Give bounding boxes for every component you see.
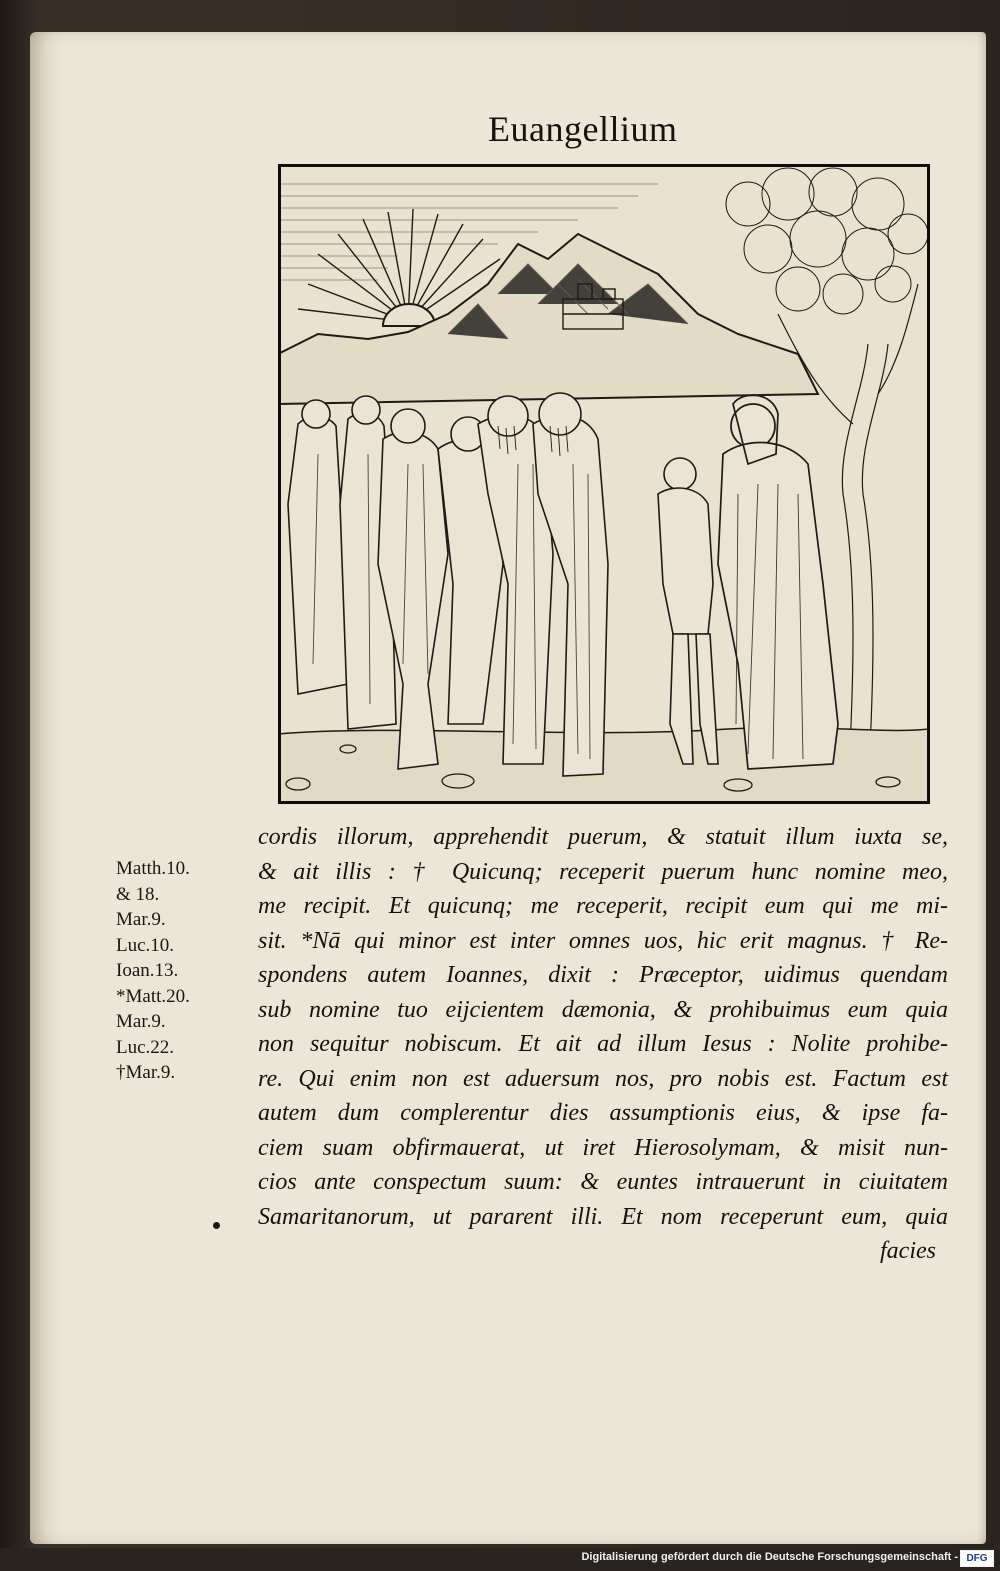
woodcut-illustration xyxy=(278,164,930,804)
margin-note: Ioan.13. xyxy=(116,960,179,981)
margin-note: Matth.10. xyxy=(116,858,190,879)
text-line: Samaritanorum, ut pararent illi. Et nom receperunt eum, quia xyxy=(258,1203,948,1230)
margin-note: *Matt.20. xyxy=(116,985,190,1007)
text-line: cordis illorum, apprehendit puerum, & statuit illum iuxta se, xyxy=(258,824,948,850)
text-line: me recipit. Et quicunq; me receperit, recipit eum qui me mi- xyxy=(258,893,948,919)
dfg-logo: DFG xyxy=(960,1550,994,1567)
text-line: cios ante conspectum suum: & euntes intrauerunt in ciuitatem xyxy=(258,1169,948,1195)
body-text xyxy=(258,820,948,1269)
text-line: & ait illis : † Quicunq; receperit puerum hunc nomine meo, xyxy=(258,858,948,885)
text-line: non sequitur nobiscum. Et ait ad illum Iesus : Nolite prohibe- xyxy=(258,1031,948,1057)
margin-note: Mar.9. xyxy=(116,909,166,930)
margin-note: Luc.22. xyxy=(116,1036,175,1058)
marginal-references xyxy=(116,856,266,1086)
text-line: sit. *Nā qui minor est inter omnes uos, hic erit magnus. † Re- xyxy=(258,927,948,954)
margin-note: †Mar.9. xyxy=(116,1062,176,1083)
text-line: re. Qui enim non est aduersum nos, pro nobis est. Factum est xyxy=(258,1065,948,1092)
footer-credit: Digitalisierung gefördert durch die Deutsche Forschungsgemeinschaft - xyxy=(581,1551,958,1563)
margin-note: Mar.9. xyxy=(116,1011,166,1032)
text-line: sub nomine tuo eijcientem dæmonia, & prohibuimus eum quia xyxy=(258,996,948,1023)
margin-note: & 18. xyxy=(116,883,160,905)
text-line: autem dum complerentur dies assumptionis eius, & ipse fa- xyxy=(258,1100,948,1126)
catchword: facies xyxy=(880,1238,936,1264)
text-line: spondens autem Ioannes, dixit : Præceptor, uidimus quendam xyxy=(258,962,948,988)
margin-note: Luc.10. xyxy=(116,934,175,956)
woodcut-image xyxy=(278,164,930,804)
text-line: ciem suam obfirmauerat, ut iret Hierosolymam, & misit nun- xyxy=(258,1134,948,1161)
margin-dot xyxy=(213,1222,220,1229)
running-header: Euangellium xyxy=(488,109,678,149)
